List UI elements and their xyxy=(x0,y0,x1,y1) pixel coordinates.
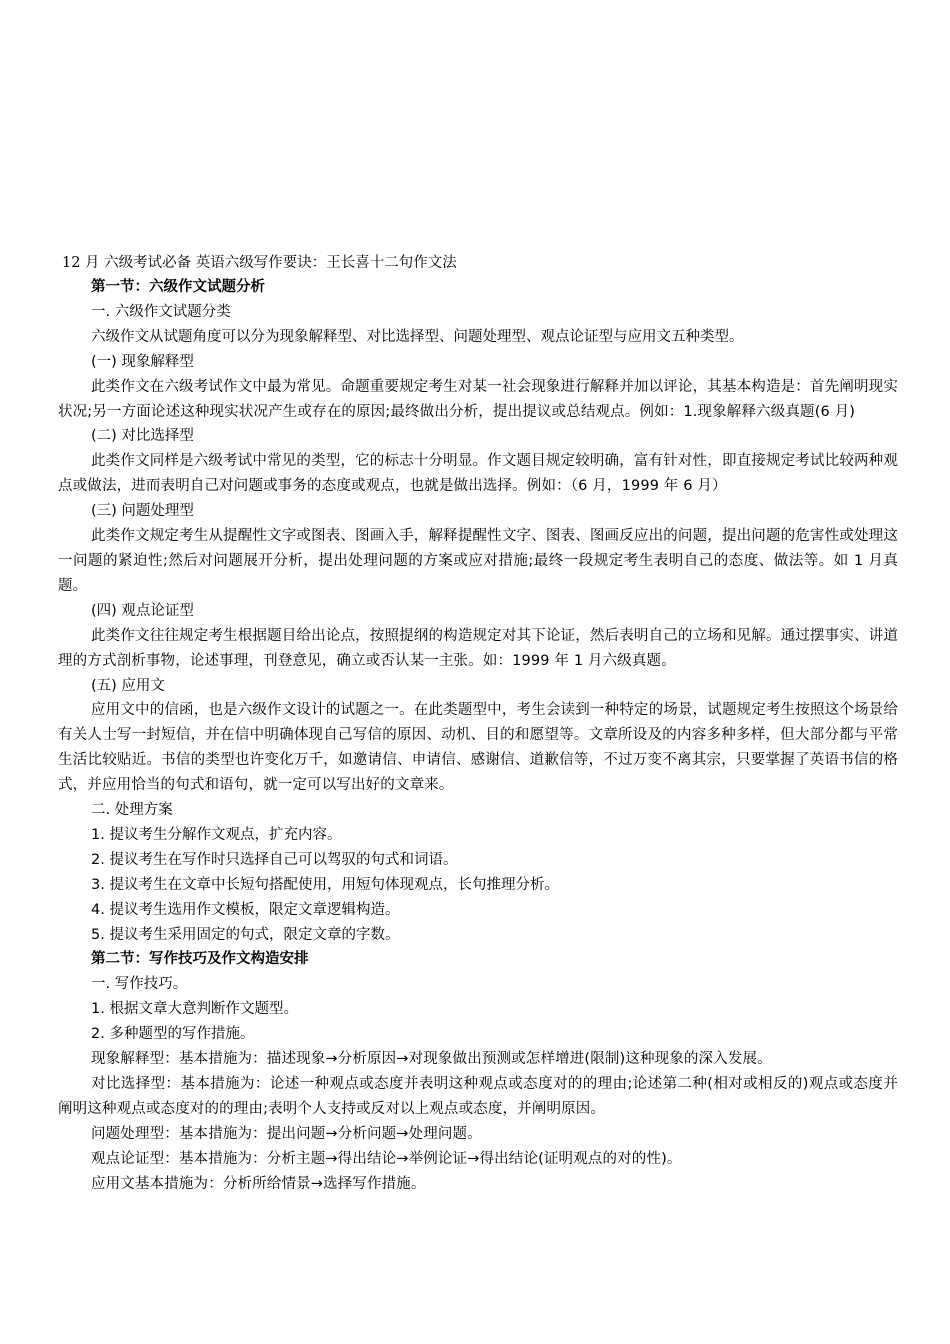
section-1-heading: 第一节：六级作文试题分析 xyxy=(91,279,265,295)
type-3-heading: (三) 问题处理型 xyxy=(91,503,194,520)
type-4-heading: (四) 观点论证型 xyxy=(91,602,194,619)
method-item: 问题处理型：基本措施为：提出问题→分析问题→处理问题。 xyxy=(91,1125,482,1142)
method-item: 应用文基本措施为：分析所给情景→选择写作措施。 xyxy=(91,1175,426,1192)
document-title: 12 月 六级考试必备 英语六级写作要诀：王长喜十二句作文法 xyxy=(62,255,457,271)
method-item: 现象解释型：基本措施为：描述现象→分析原因→对现象做出预测或怎样增进(限制)这种现象的深入发展。 xyxy=(91,1051,772,1068)
type-1-body: 此类作文在六级考试作文中最为常见。命题重要规定考生对某一社会现象进行解释并加以评论，其基本构造是：首先阐明现实状况;另一方面论述这种现实状况产生或存在的原因;最终做出分析，提出提议或总结观点。例如：1.现象解释六级真题(6 月) xyxy=(58,378,898,420)
suggestion-item: 1. 提议考生分解作文观点，扩充内容。 xyxy=(91,826,342,843)
document-content xyxy=(58,251,898,1197)
section-2-heading: 第二节：写作技巧及作文构造安排 xyxy=(91,951,309,968)
method-item: 对比选择型：基本措施为：论述一种观点或态度并表明这种观点或态度对的的理由;论述第二种(相对或相反的)观点或态度并阐明这种观点或态度对的的理由;表明个人支持或反对以上观点或态度，并阐明原因。 xyxy=(58,1076,898,1117)
type-5-body: 应用文中的信函，也是六级作文设计的试题之一。在此类题型中，考生会读到一种特定的场景，试题规定考生按照这个场景给有关人士写一封短信，并在信中明确体现自己写信的原因、动机、目的和愿望等。文章所设及的内容多种多样，但大部分都与平常生活比较贴近。书信的类型也许变化万千，如邀请信、申请信、感谢信、道歉信等，不过万变不离其宗，只要掌握了英语书信的格式，并应用恰当的句式和语句，就一定可以写出好的文章来。 xyxy=(58,702,898,794)
type-2-body: 此类作文同样是六级考试中常见的类型，它的标志十分明显。作文题目规定较明确，富有针对性，即直接规定考试比较两种观点或做法，进而表明自己对问题或事务的态度或观点，也就是做出选择。例如：（6 月，1999 年 6 月） xyxy=(58,453,898,495)
type-3-body: 此类作文规定考生从提醒性文字或图表、图画入手，解释提醒性文字、图表、图画反应出的问题，提出问题的危害性或处理这一问题的紧迫性;然后对问题展开分析，提出处理问题的方案或应对措施;最终一段规定考生表明自己的态度、做法等。如 1 月真题。 xyxy=(58,528,898,594)
type-2-heading: (二) 对比选择型 xyxy=(91,428,194,445)
technique-item: 2. 多种题型的写作措施。 xyxy=(91,1026,255,1043)
suggestion-item: 2. 提议考生在写作时只选择自己可以驾驭的句式和词语。 xyxy=(91,851,458,868)
suggestion-item: 5. 提议考生采用固定的句式，限定文章的字数。 xyxy=(91,926,400,943)
section-1-part-1-heading: 一. 六级作文试题分类 xyxy=(91,303,231,320)
suggestion-item: 3. 提议考生在文章中长短句搭配使用，用短句体现观点，长句推理分析。 xyxy=(91,876,559,893)
section-1-part-2-heading: 二. 处理方案 xyxy=(91,802,173,819)
suggestion-item: 4. 提议考生选用作文模板，限定文章逻辑构造。 xyxy=(91,901,400,918)
type-1-heading: (一) 现象解释型 xyxy=(91,353,194,370)
method-item: 观点论证型：基本措施为：分析主题→得出结论→举例论证→得出结论(证明观点的对的性)。 xyxy=(91,1150,682,1167)
technique-item: 1. 根据文章大意判断作文题型。 xyxy=(91,1001,298,1018)
type-4-body: 此类作文往往规定考生根据题目给出论点，按照提纲的构造规定对其下论证，然后表明自己的立场和见解。通过摆事实、讲道理的方式剖析事物，论述事理，刊登意见，确立或否认某一主张。如：1999 年 1 月六级真题。 xyxy=(58,627,898,669)
type-5-heading: (五) 应用文 xyxy=(91,677,165,694)
section-2-part-1-heading: 一. 写作技巧。 xyxy=(91,976,188,993)
section-1-intro: 六级作文从试题角度可以分为现象解释型、对比选择型、问题处理型、观点论证型与应用文五种类型。 xyxy=(91,328,744,345)
